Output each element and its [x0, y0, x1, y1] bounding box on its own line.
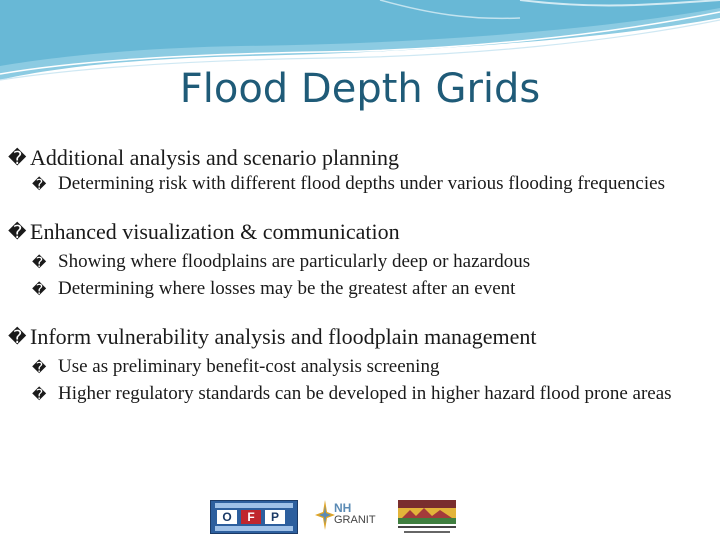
- ofp-letter-f: F: [241, 510, 261, 524]
- nh-granit-logo-icon: [314, 498, 394, 534]
- sub-bullet-text: Showing where floodplains are particularly deep or hazardous: [58, 251, 531, 272]
- ofp-letter-p: P: [265, 510, 285, 524]
- sub-bullet-text: Determining risk with different flood depths under various flooding frequencies: [58, 173, 665, 194]
- bullet-icon: �: [8, 327, 27, 348]
- regional-planning-commission-logo-icon: [396, 496, 458, 536]
- bullet-icon: �: [8, 148, 27, 169]
- partner-logos: [0, 496, 720, 536]
- sub-bullet-text: Determining where losses may be the greatest after an event: [58, 278, 516, 299]
- sub-bullet-text: Higher regulatory standards can be developed in higher hazard flood prone areas: [58, 383, 672, 404]
- section-heading-text: Additional analysis and scenario planning: [30, 145, 400, 170]
- sub-bullet-icon: �: [32, 360, 47, 376]
- granit-logo-line1: NH: [334, 501, 352, 515]
- sub-bullet-icon: �: [32, 255, 47, 271]
- sub-bullet-icon: �: [32, 387, 47, 403]
- granit-star-icon: [314, 498, 336, 532]
- ofp-logo-icon: [210, 500, 298, 534]
- sub-bullet-text: Use as preliminary benefit-cost analysis screening: [58, 356, 440, 377]
- sub-bullet-icon: �: [32, 177, 47, 193]
- section-heading-inform-vulnerability: [8, 323, 718, 352]
- section-heading-additional-analysis: [8, 144, 718, 173]
- sub-bullet-item: [8, 356, 718, 379]
- sub-bullet-item: [8, 251, 718, 274]
- slide-title: Flood Depth Grids: [179, 66, 541, 112]
- granit-logo-line2: GRANIT: [334, 514, 376, 526]
- bullet-icon: �: [8, 222, 27, 243]
- ofp-letter-o: O: [217, 510, 237, 524]
- sub-bullet-item: [8, 383, 718, 406]
- bullet-list: [8, 144, 718, 406]
- sub-bullet-item: [8, 173, 718, 196]
- section-heading-text: Inform vulnerability analysis and floodplain management: [30, 324, 537, 349]
- sub-bullet-item: [8, 278, 718, 301]
- section-heading-enhanced-visualization: [8, 218, 718, 247]
- section-heading-text: Enhanced visualization & communication: [30, 219, 400, 244]
- sub-bullet-icon: �: [32, 282, 47, 298]
